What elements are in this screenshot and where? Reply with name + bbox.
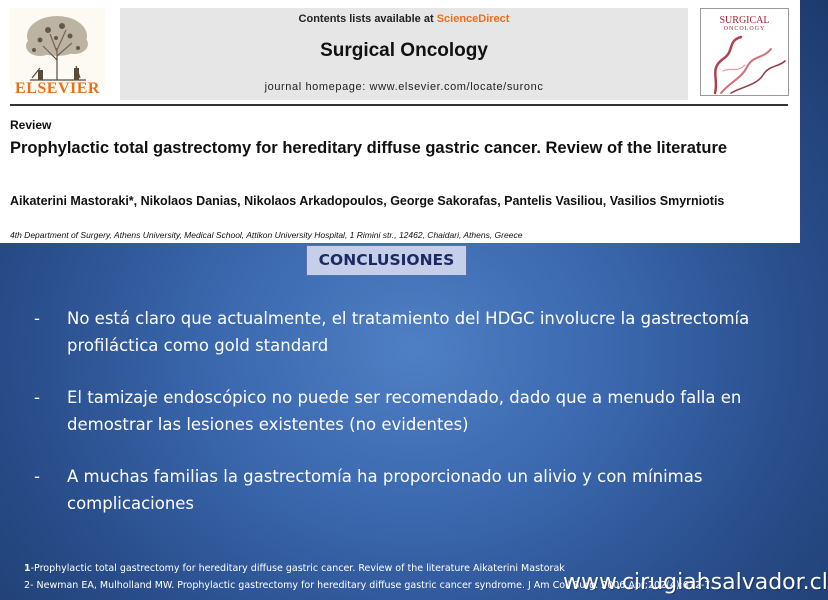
journal-cover [700,8,789,96]
article-affiliation: 4th Department of Surgery, Athens University, Medical School, Attikon University Hospital, 1 Rimini str., 12462, Chaidari, Athens, Greece [10,230,523,240]
bullet-marker: - [34,467,40,486]
reference-item [24,563,565,574]
contents-prefix: Contents lists available at [298,13,437,25]
journal-homepage[interactable]: journal homepage: www.elsevier.com/locate/suronc [264,81,544,93]
smoke-swirl-icon [701,9,788,95]
bullet-marker: - [34,309,40,328]
website-url[interactable]: www.cirugiahsalvador.cl [563,570,828,595]
header-divider [10,104,788,106]
bullet-text: A muchas familias la gastrectomía ha proporcionado un alivio y con mínimas complicaciones [67,467,703,513]
reference-text: - Newman EA, Mulholland MW. Prophylactic gastrectomy for hereditary diffuse gastric cancer syndrome. J Am Coll Surg. 2006 Apr;202(4):612-7. [30,580,714,591]
reference-number: 1 [24,563,31,574]
bullet-text: El tamizaje endoscópico no puede ser recomendado, dado que a menudo falla en demostrar las lesiones existentes (no evidentes) [67,388,742,434]
reference-text: -Prophylactic total gastrectomy for hereditary diffuse gastric cancer. Review of the literature Aikaterini Mastorak [30,563,565,574]
contents-line [120,13,688,25]
journal-title: Surgical Oncology [320,40,488,61]
paper-header [0,0,800,243]
bullet-text: No está claro que actualmente, el tratamiento del HDGC involucre la gastrectomía profiláctica como gold standard [67,309,750,355]
sciencedirect-link[interactable]: ScienceDirect [436,13,510,25]
cover-title-sub: ONCOLOGY [723,26,766,32]
journal-banner [120,8,688,100]
article-title: Prophylactic total gastrectomy for hereditary diffuse gastric cancer. Review of the literature [10,139,728,157]
section-title: CONCLUSIONES [306,245,467,276]
reference-number: 2 [24,580,31,591]
bullet-marker: - [34,388,40,407]
article-type: Review [10,118,52,132]
cover-title-main: SURGICAL [719,15,770,26]
article-authors: Aikaterini Mastoraki*, Nikolaos Danias, Nikolaos Arkadopoulos, George Sakorafas, Pantelis Vasiliou, Vasilios Smyrniotis [10,194,725,208]
publisher-name: ELSEVIER [15,80,100,97]
